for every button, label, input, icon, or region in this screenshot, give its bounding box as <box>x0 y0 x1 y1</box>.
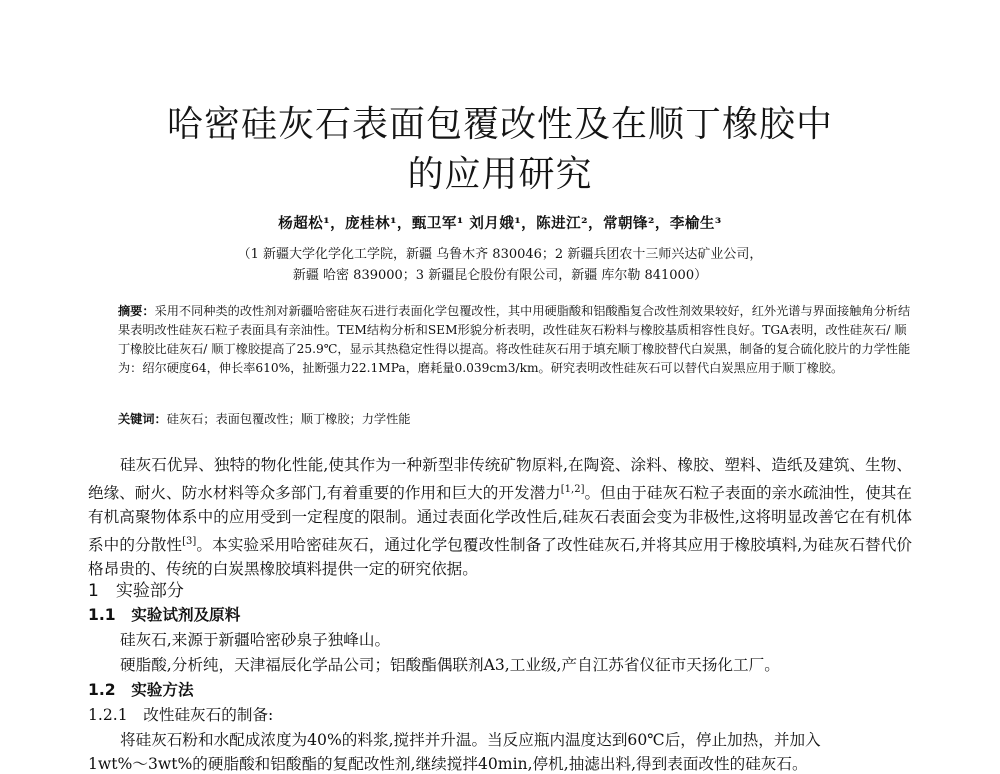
author-list: 杨超松¹，庞桂林¹，甄卫军¹ 刘月娥¹，陈进江²，常朝锋²，李榆生³ <box>278 215 722 232</box>
citation-3: [3] <box>182 535 197 547</box>
citation-1-2: [1,2] <box>560 483 585 495</box>
intro-text-3: 。本实验采用哈密硅灰石，通过化学包覆改性制备了改性硅灰石,并将其应用于橡胶填料,为硅灰石替代价格昂贵的、传统的白炭黑橡胶填料提供一定的研究依据。 <box>88 535 912 579</box>
title-line-2: 的应用研究 <box>407 154 593 195</box>
abstract <box>118 302 918 378</box>
keywords-label: 关键词： <box>118 412 167 426</box>
keywords-text: 硅灰石；表面包覆改性；顺丁橡胶；力学性能 <box>166 412 411 426</box>
section-1-heading: 1 实验部分 <box>88 581 184 601</box>
intro-text-2: 。但由于硅灰石粒子表面的亲水疏油性，使其在有机高聚物体系中的应用受到一定程度的限制。通过表面化学改性后,硅灰石表面会变为非极性,这将明显改善它在有机体系中的分散性 <box>88 483 912 554</box>
intro-text-1: 硅灰石优异、独特的物化性能,使其作为一种新型非传统矿物原料,在陶瓷、涂料、橡胶、塑料、造纸及建筑、生物、绝缘、耐火、防水材料等众多部门,有着重要的作用和巨大的开发潜力 <box>88 456 912 502</box>
material-line-1: 硅灰石,来源于新疆哈密砂泉子独峰山。 <box>120 631 391 649</box>
abstract-label: 摘要： <box>118 304 155 318</box>
section-1-2-1-heading: 1.2.1 改性硅灰石的制备: <box>88 706 274 724</box>
title-line-1: 哈密硅灰石表面包覆改性及在顺丁橡胶中 <box>166 104 833 145</box>
affiliation-line-2: 新疆 哈密 839000；3 新疆昆仑股份有限公司，新疆 库尔勒 841000） <box>292 268 708 283</box>
section-1-1-heading: 1.1 实验试剂及原料 <box>88 606 241 624</box>
keywords <box>118 410 918 429</box>
abstract-text: 采用不同种类的改性剂对新疆哈密硅灰石进行表面化学包覆改性，其中用硬脂酸和铝酸酯复合改性剂效果较好，红外光谱与界面接触角分析结果表明改性硅灰石粒子表面具有亲油性。TEM结构分析和SEM形貌分析表明，改性硅灰石粉料与橡胶基质相容性良好。TGA表明，改性硅灰石/ 顺丁橡胶比硅灰石/ 顺丁橡胶提高了25.9℃，显示其热稳定性得以提高。将改性硅灰石用于填充顺丁橡胶替代白炭黑，制备的复合硫化胶片的力学性能为：绍尔硬度64，伸长率610%，扯断强力22.1MPa，磨耗量0.039cm3/km。研究表明改性硅灰石可以替代白炭黑应用于顺丁橡胶。 <box>118 304 911 375</box>
section-1-2-heading: 1.2 实验方法 <box>88 681 194 699</box>
intro-paragraph <box>88 453 912 582</box>
method-line-2: 1wt%～3wt%的硬脂酸和铝酸酯的复配改性剂,继续搅拌40min,停机,抽滤出料,得到表面改性的硅灰石。 <box>88 755 808 773</box>
affiliation-line-1: （1 新疆大学化学化工学院，新疆 乌鲁木齐 830046；2 新疆兵团农十三师兴达矿业公司， <box>237 247 763 262</box>
method-line-1: 将硅灰石粉和水配成浓度为40%的料浆,搅拌并升温。当反应瓶内温度达到60℃后，停止加热，并加入 <box>120 731 821 749</box>
material-line-2: 硬脂酸,分析纯，天津福辰化学品公司；铝酸酯偶联剂A3,工业级,产自江苏省仪征市天扬化工厂。 <box>120 656 780 674</box>
